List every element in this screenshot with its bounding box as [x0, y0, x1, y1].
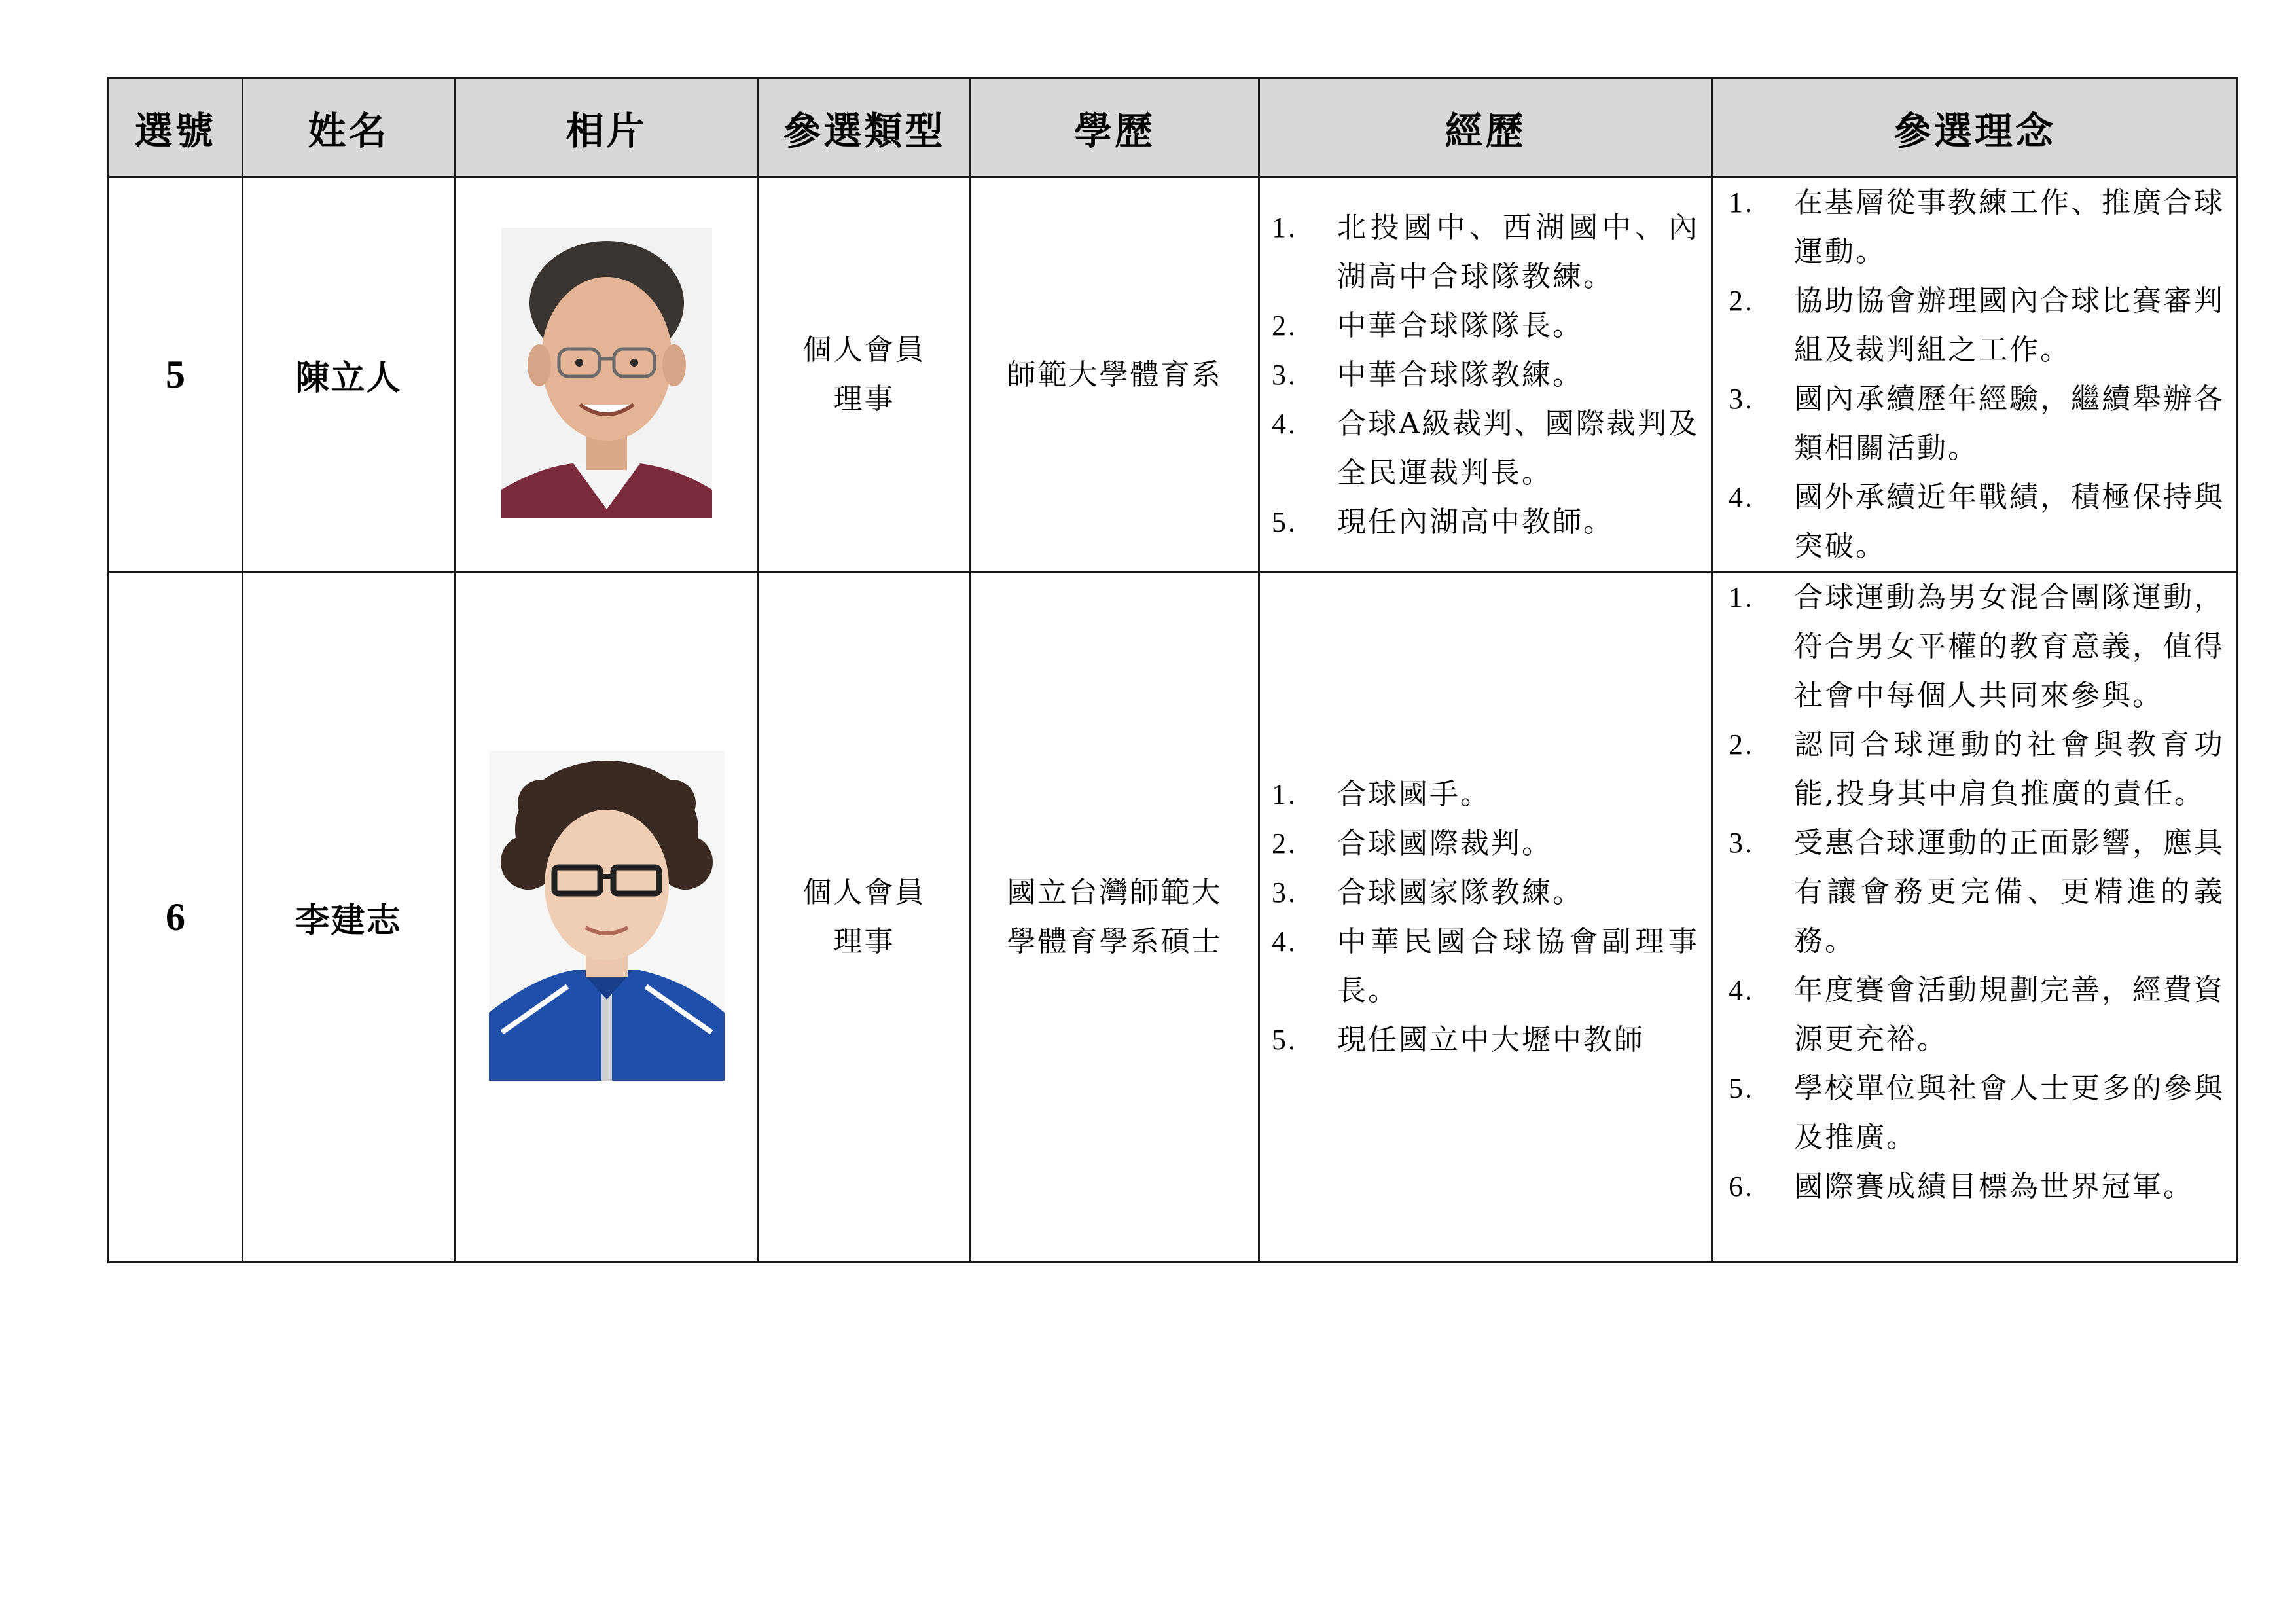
list-number: 3.: [1729, 383, 1754, 415]
header-photo: 相片: [455, 78, 759, 177]
candidate-table: [107, 77, 2238, 1263]
list-text: 國內承續歷年經驗，繼續舉辦各類相關活動。: [1794, 382, 2225, 465]
list-item: [1272, 868, 1699, 917]
header-ideals: 參選理念: [1712, 78, 2238, 177]
table-row: [109, 177, 2238, 572]
list-item: [1729, 473, 2225, 571]
list-item: [1729, 178, 2225, 276]
list-number: 5.: [1272, 1024, 1297, 1056]
ideals-cell: [1712, 572, 2238, 1263]
list-text: 受惠合球運動的正面影響，應具有讓會務更完備、更精進的義務。: [1794, 826, 2225, 958]
list-item: [1272, 497, 1699, 547]
candidate-type-cell: [759, 572, 971, 1263]
candidate-type-line1: 個人會員: [802, 333, 926, 367]
portrait-photo-icon: [501, 228, 712, 518]
list-number: 4.: [1272, 926, 1297, 958]
education-line1: 國立台灣師範大: [1007, 876, 1223, 909]
experience-cell: [1259, 177, 1712, 572]
list-item: [1272, 1015, 1699, 1064]
list-number: 1.: [1729, 187, 1754, 219]
ideals-list: [1713, 178, 2236, 571]
list-item: [1729, 276, 2225, 374]
list-item: [1272, 917, 1699, 1015]
list-text: 合球國手。: [1337, 778, 1491, 811]
header-name: 姓名: [243, 78, 455, 177]
list-number: 3.: [1272, 876, 1297, 909]
list-text: 國外承續近年戰績，積極保持與突破。: [1794, 480, 2225, 563]
list-text: 中華合球隊教練。: [1337, 357, 1583, 391]
list-number: 5.: [1272, 505, 1297, 538]
education-cell: [971, 177, 1259, 572]
ideals-cell: [1712, 177, 2238, 572]
list-text: 中華合球隊隊長。: [1337, 308, 1583, 342]
list-item: [1729, 720, 2225, 818]
list-item: [1272, 350, 1699, 399]
list-item: [1729, 965, 2225, 1064]
list-item: [1272, 819, 1699, 868]
education-line1: 師範大學體育系: [1007, 357, 1223, 391]
list-number: 3.: [1729, 827, 1754, 859]
list-number: 3.: [1272, 358, 1297, 391]
candidate-type-cell: [759, 177, 971, 572]
list-text: 年度賽會活動規劃完善，經費資源更充裕。: [1794, 973, 2225, 1056]
list-text: 現任內湖高中教師。: [1337, 505, 1614, 539]
list-item: [1272, 399, 1699, 497]
header-row: [109, 78, 2238, 177]
list-item: [1272, 203, 1699, 301]
candidate-name: 陳立人: [243, 177, 455, 572]
experience-list: [1260, 203, 1711, 547]
list-item: [1272, 301, 1699, 350]
list-item: [1729, 573, 2225, 720]
list-number: 4.: [1729, 974, 1754, 1006]
header-type: 參選類型: [759, 78, 971, 177]
header-education: 學歷: [971, 78, 1259, 177]
candidate-number: 5: [109, 177, 243, 572]
list-text: 認同合球運動的社會與教育功能,投身其中肩負推廣的責任。: [1794, 728, 2225, 810]
list-text: 合球國家隊教練。: [1337, 876, 1583, 909]
list-text: 協助協會辦理國內合球比賽審判組及裁判組之工作。: [1794, 284, 2225, 367]
list-text: 北投國中、西湖國中、內湖高中合球隊教練。: [1337, 210, 1699, 293]
candidate-type-line2: 理事: [833, 925, 895, 958]
list-number: 2.: [1272, 309, 1297, 342]
list-text: 合球運動為男女混合團隊運動，符合男女平權的教育意義，值得社會中每個人共同來參與。: [1794, 581, 2225, 712]
list-text: 現任國立中大壢中教師: [1337, 1023, 1645, 1056]
candidate-type-line2: 理事: [833, 382, 895, 416]
photo-cell: [455, 177, 759, 572]
header-number: 選號: [109, 78, 243, 177]
list-number: 1.: [1272, 211, 1297, 244]
list-text: 合球國際裁判。: [1337, 827, 1552, 860]
list-item: [1729, 374, 2225, 473]
list-number: 6.: [1729, 1170, 1754, 1202]
list-text: 中華民國合球協會副理事長。: [1337, 925, 1699, 1007]
education-line2: 學體育學系碩士: [1007, 925, 1223, 958]
ideals-list: [1713, 573, 2236, 1211]
list-number: 1.: [1729, 581, 1754, 613]
portrait-photo-icon: [489, 751, 725, 1081]
list-number: 1.: [1272, 778, 1297, 810]
header-experience: 經歷: [1259, 78, 1712, 177]
experience-cell: [1259, 572, 1712, 1263]
list-number: 4.: [1729, 481, 1754, 513]
list-item: [1729, 1064, 2225, 1162]
list-text: 合球A級裁判、國際裁判及全民運裁判長。: [1337, 406, 1699, 490]
experience-list: [1260, 770, 1711, 1064]
candidate-number: 6: [109, 572, 243, 1263]
list-number: 2.: [1729, 729, 1754, 761]
education-cell: [971, 572, 1259, 1263]
list-text: 在基層從事教練工作、推廣合球運動。: [1794, 186, 2225, 268]
table-row: [109, 572, 2238, 1263]
list-text: 學校單位與社會人士更多的參與及推廣。: [1794, 1072, 2225, 1154]
list-item: [1729, 818, 2225, 965]
candidate-type-line1: 個人會員: [802, 876, 926, 909]
list-number: 2.: [1272, 827, 1297, 859]
list-number: 2.: [1729, 285, 1754, 317]
list-number: 5.: [1729, 1072, 1754, 1104]
candidate-name: 李建志: [243, 572, 455, 1263]
list-item: [1272, 770, 1699, 819]
list-item: [1729, 1162, 2225, 1211]
photo-cell: [455, 572, 759, 1263]
list-text: 國際賽成績目標為世界冠軍。: [1794, 1170, 2194, 1203]
list-number: 4.: [1272, 407, 1297, 440]
